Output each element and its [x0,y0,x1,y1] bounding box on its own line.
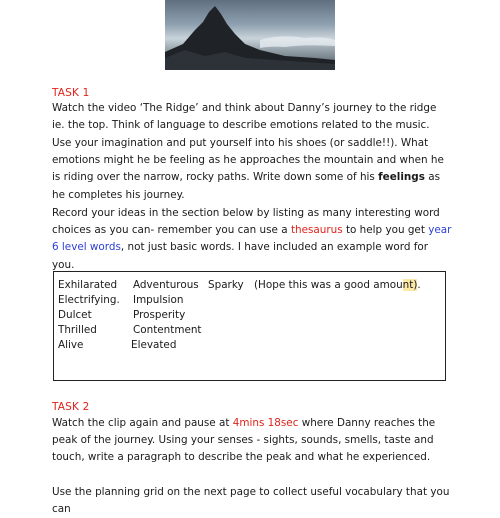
word-thrilled: Thrilled [58,324,97,336]
task2-p1-text-end: where Danny reaches the peak of the journey. Using your senses - sights, sounds, smells, taste and touch, write a paragraph to describe the peak and what he experienced. [52,417,436,464]
task2-paragraph-2: Use the planning grid on the next page to collect useful vocabulary that you can [52,486,450,516]
word-sparky: Sparky [208,279,244,291]
word-exhilarated: Exhilarated [58,279,118,291]
word-contentment: Contentment [133,324,202,336]
word-electrifying: Electrifying. [58,294,120,306]
task1-p2-text: Use your imagination and put yourself into his shoes (or saddle!!). What emotions might he be feeling as he approaches the mountain and when he is riding over the narrow, rocky paths. Write down some of his [52,137,444,184]
note-text: (Hope this was a good amou [254,279,403,291]
header-photo [165,0,335,70]
example-note [254,279,421,291]
word-alive: Alive [58,339,84,351]
task1-paragraph-1: Watch the video ‘The Ridge’ and think about Danny’s journey to the ridge ie. the top. Think of language to describe emotions related to the music. [52,102,437,132]
word-choices-box [53,271,446,381]
note-end: . [417,279,421,291]
word-dulcet: Dulcet [58,309,92,321]
thesaurus-keyword: thesaurus [290,224,343,237]
timestamp-keyword: 4mins 18sec [232,417,299,429]
note-highlight: nt) [402,279,418,291]
feelings-keyword: feelings [378,171,425,184]
task1-p3-text-end: , not just basic words. I have included an example word for you. [52,241,429,271]
task1-p3-text-mid: to help you get [342,224,429,237]
task1-title: TASK 1 [52,87,90,99]
task1-p3-text: Record your ideas in the section below by listing as many interesting word choices as you can- remember you can use a [52,207,440,237]
task1-p2-text-end: as he completes his journey. [52,171,440,201]
word-prosperity: Prosperity [133,309,186,321]
word-impulsion: Impulsion [133,294,184,306]
word-elevated: Elevated [131,339,177,351]
word-adventurous: Adventurous [133,279,199,291]
task2-paragraph-1 [52,415,452,467]
task1-paragraph-2 [52,135,452,204]
mountain-image [165,0,335,70]
year6-keyword: year 6 level words [52,224,452,254]
task2-p1-text: Watch the clip again and pause at [52,417,233,429]
task2-title: TASK 2 [52,401,90,413]
task1-paragraph-3 [52,205,452,274]
